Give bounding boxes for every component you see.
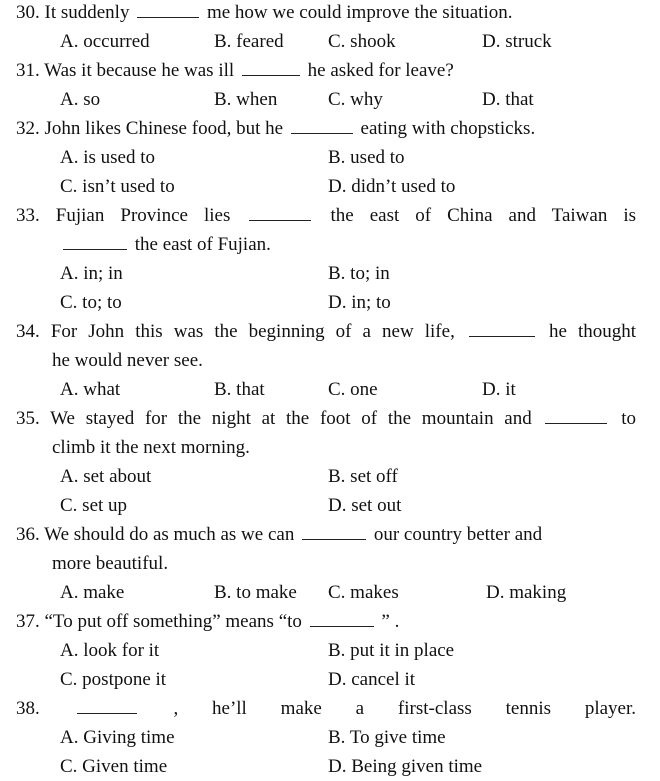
option-d[interactable]: D. that [482,89,534,110]
question-stem [16,114,636,143]
question-number: 35. [16,408,40,429]
answer-blank [242,56,300,76]
stem-text: he would never see. [52,350,203,371]
question-number: 31. [16,60,40,81]
question-35 [0,404,660,433]
stem-continuation [52,346,636,375]
option-a[interactable]: A. what [60,379,121,400]
option-b[interactable]: B. to make [214,582,297,603]
option-a[interactable]: A. Giving time [60,727,175,748]
question-stem [16,607,636,636]
answer-blank [291,114,353,134]
option-b[interactable]: B. set off [328,466,398,487]
stem-continuation [52,433,636,462]
question-number: 38. [16,698,40,719]
stem-text: John likes Chinese food, but he [44,118,284,139]
option-a[interactable]: A. in; in [60,263,123,284]
stem-text: the east of Fujian. [134,234,271,255]
option-a[interactable]: A. set about [60,466,152,487]
option-b[interactable]: B. when [214,89,278,110]
option-a[interactable]: A. so [60,89,101,110]
option-c[interactable]: C. postpone it [60,669,167,690]
option-c[interactable]: C. isn’t used to [60,176,175,197]
option-d[interactable]: D. it [482,379,516,400]
stem-text: to [621,408,636,429]
option-b[interactable]: B. used to [328,147,405,168]
question-30 [0,0,660,27]
question-stem [16,56,636,85]
option-row [0,143,660,172]
option-row [0,665,660,694]
question-stem [16,404,636,433]
answer-blank [249,201,311,221]
option-c[interactable]: C. one [328,379,378,400]
option-row [0,259,660,288]
stem-text: more beautiful. [52,553,169,574]
answer-blank [469,317,535,337]
question-37 [0,607,660,636]
question-stem [16,201,636,230]
stem-text: he asked for leave? [307,60,454,81]
option-a[interactable]: A. look for it [60,640,160,661]
stem-text: “To put off something” means “to [44,611,302,632]
stem-text: , he’ll make a first-class tennis player. [173,698,637,719]
option-c[interactable]: C. Given time [60,756,168,777]
option-row [0,375,660,404]
stem-text: he thought [548,321,637,342]
answer-blank [545,404,607,424]
question-number: 30. [16,2,40,23]
answer-blank [63,230,127,250]
option-row [0,27,660,56]
option-row [0,723,660,752]
option-d[interactable]: D. Being given time [328,756,483,777]
option-a[interactable]: A. occurred [60,31,150,52]
option-c[interactable]: C. shook [328,31,396,52]
stem-text: climb it the next morning. [52,437,250,458]
option-c[interactable]: C. set up [60,495,128,516]
option-row [0,172,660,201]
answer-blank [302,520,366,540]
option-row [0,578,660,607]
question-number: 33. [16,205,40,226]
stem-text: We stayed for the night at the foot of the mountain and [50,408,532,429]
option-b[interactable]: B. put it in place [328,640,455,661]
option-c[interactable]: C. to; to [60,292,122,313]
question-stem-continued [0,433,660,462]
question-stem-continued [0,230,660,259]
option-row [0,462,660,491]
question-31 [0,56,660,85]
option-a[interactable]: A. is used to [60,147,155,168]
question-number: 37. [16,611,40,632]
question-number: 32. [16,118,40,139]
option-row [0,491,660,520]
stem-text: Fujian Province lies [55,205,231,226]
question-stem [16,317,636,346]
stem-text: eating with chopsticks. [360,118,536,139]
option-d[interactable]: D. making [486,582,567,603]
question-stem-continued [0,549,660,578]
question-stem-continued [0,346,660,375]
question-stem [16,0,636,27]
stem-text: For John this was the beginning of a new life, [50,321,455,342]
question-stem [16,694,636,723]
option-row [0,85,660,114]
stem-text: our country better and [373,524,543,545]
option-d[interactable]: D. cancel it [328,669,416,690]
question-36 [0,520,660,549]
question-32 [0,114,660,143]
option-c[interactable]: C. makes [328,582,399,603]
answer-blank [137,0,199,18]
stem-continuation [60,230,636,259]
option-row [0,752,660,781]
option-b[interactable]: B. feared [214,31,284,52]
stem-text: Was it because he was ill [44,60,235,81]
question-number: 36. [16,524,40,545]
stem-text: the east of China and Taiwan is [330,205,637,226]
stem-continuation [52,549,636,578]
stem-text: We should do as much as we can [44,524,295,545]
stem-text: It suddenly [44,2,130,23]
question-34 [0,317,660,346]
option-row [0,636,660,665]
option-b[interactable]: B. to; in [328,263,390,284]
option-d[interactable]: D. struck [482,31,552,52]
stem-text: ” . [381,611,400,632]
question-stem [16,520,636,549]
option-d[interactable]: D. didn’t used to [328,176,456,197]
answer-blank [77,694,137,714]
option-b[interactable]: B. To give time [328,727,446,748]
option-c[interactable]: C. why [328,89,383,110]
option-a[interactable]: A. make [60,582,125,603]
option-d[interactable]: D. set out [328,495,402,516]
option-b[interactable]: B. that [214,379,265,400]
option-row [0,288,660,317]
question-38 [0,694,660,723]
stem-text: me how we could improve the situation. [206,2,513,23]
question-number: 34. [16,321,40,342]
option-d[interactable]: D. in; to [328,292,391,313]
answer-blank [310,607,374,627]
question-33 [0,201,660,230]
